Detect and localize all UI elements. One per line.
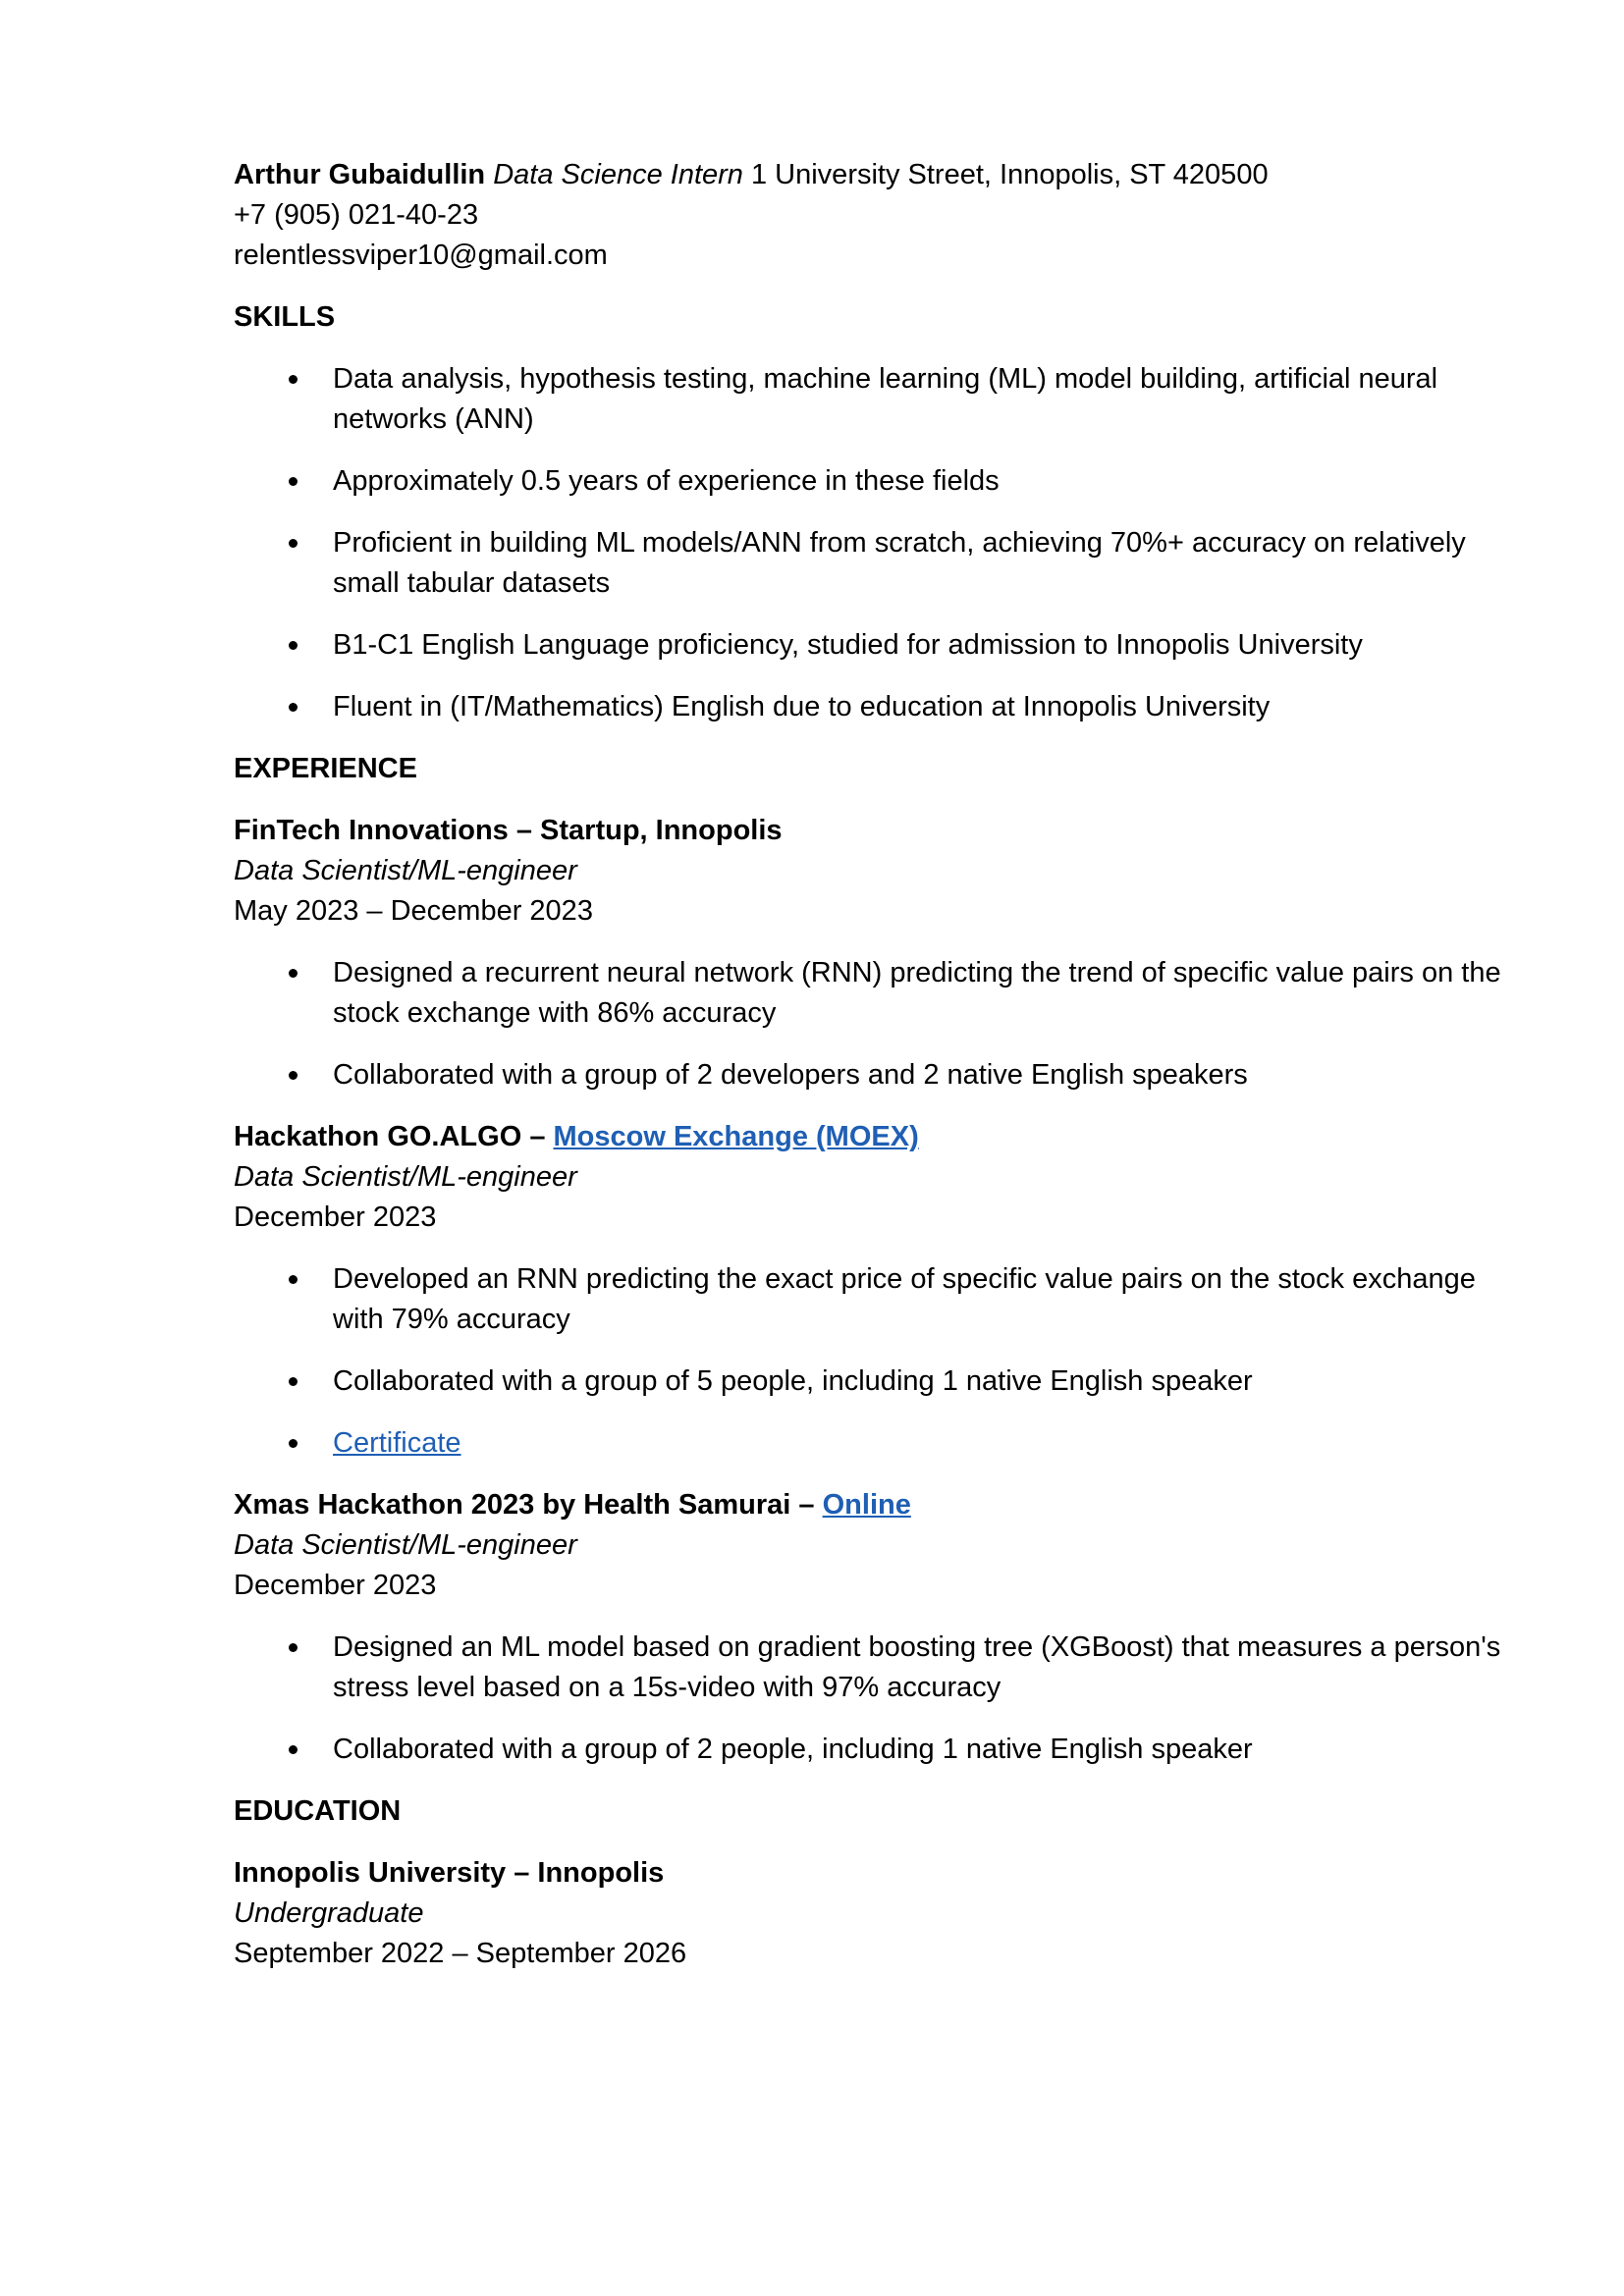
header-line xyxy=(234,155,1510,195)
bullet-icon xyxy=(289,703,298,712)
entry-role: Undergraduate xyxy=(234,1897,424,1929)
entry-dates: December 2023 xyxy=(234,1201,437,1233)
bullet-icon xyxy=(289,375,298,384)
bullet-icon xyxy=(289,969,298,978)
resume-header xyxy=(234,155,1510,276)
candidate-title: Data Science Intern xyxy=(493,159,743,190)
resume-page xyxy=(234,155,1510,1974)
entry-bullets xyxy=(234,953,1510,1095)
skills-item: Data analysis, hypothesis testing, machine learning (ML) model building, artificial neural networks (ANN) xyxy=(234,359,1511,440)
entry-bullet: Designed a recurrent neural network (RNN) predicting the trend of specific value pairs on the stock exchange with 86% accuracy xyxy=(234,953,1511,1034)
certificate-link[interactable]: Certificate xyxy=(333,1427,461,1459)
entry-bullet: Designed an ML model based on gradient boosting tree (XGBoost) that measures a person's stress level based on a 15s-video with 97% accuracy xyxy=(234,1628,1511,1708)
bullet-icon xyxy=(289,1071,298,1080)
bullet-icon xyxy=(289,1643,298,1652)
entry-bullet: Collaborated with a group of 2 developers and 2 native English speakers xyxy=(234,1055,1511,1095)
entry-bullet: Developed an RNN predicting the exact price of specific value pairs on the stock exchange with 79% accuracy xyxy=(234,1259,1511,1340)
entry-role: Data Scientist/ML-engineer xyxy=(234,1529,577,1561)
online-link[interactable]: Online xyxy=(822,1489,911,1521)
skills-list xyxy=(234,359,1510,727)
entry-title: Xmas Hackathon 2023 by Health Samurai – Online xyxy=(234,1489,911,1521)
experience-entry-fintech xyxy=(234,811,1510,1095)
skills-item: Approximately 0.5 years of experience in these fields xyxy=(234,461,1511,502)
entry-bullets xyxy=(234,1259,1510,1464)
entry-dates: May 2023 – December 2023 xyxy=(234,895,593,927)
experience-entry-goalgo xyxy=(234,1117,1510,1464)
bullet-icon xyxy=(289,641,298,650)
candidate-name: Arthur Gubaidullin xyxy=(234,159,486,190)
entry-title: Innopolis University – Innopolis xyxy=(234,1857,665,1889)
skills-heading: SKILLS xyxy=(234,301,336,333)
bullet-icon xyxy=(289,1275,298,1284)
candidate-address: 1 University Street, Innopolis, ST 420500 xyxy=(750,159,1269,190)
candidate-email: relentlessviper10@gmail.com xyxy=(234,240,608,271)
skills-item: Proficient in building ML models/ANN from scratch, achieving 70%+ accuracy on relatively small tabular datasets xyxy=(234,523,1511,604)
entry-role: Data Scientist/ML-engineer xyxy=(234,1161,577,1193)
moex-link[interactable]: Moscow Exchange (MOEX) xyxy=(553,1121,919,1152)
bullet-icon xyxy=(289,1745,298,1754)
entry-title: Hackathon GO.ALGO – Moscow Exchange (MOEX) xyxy=(234,1121,919,1152)
bullet-icon xyxy=(289,1439,298,1448)
bullet-icon xyxy=(289,477,298,486)
candidate-phone: +7 (905) 021-40-23 xyxy=(234,199,479,231)
entry-bullet: Collaborated with a group of 5 people, including 1 native English speaker xyxy=(234,1362,1511,1402)
experience-entry-xmas-hackathon xyxy=(234,1485,1510,1770)
education-heading: EDUCATION xyxy=(234,1795,402,1827)
education-entry-innopolis xyxy=(234,1853,1510,1974)
entry-dates: December 2023 xyxy=(234,1570,437,1601)
entry-role: Data Scientist/ML-engineer xyxy=(234,855,577,886)
bullet-icon xyxy=(289,1377,298,1386)
bullet-icon xyxy=(289,539,298,548)
entry-dates: September 2022 – September 2026 xyxy=(234,1938,687,1969)
skills-item: Fluent in (IT/Mathematics) English due to education at Innopolis University xyxy=(234,687,1511,727)
entry-title: FinTech Innovations – Startup, Innopolis xyxy=(234,815,783,846)
entry-bullet: Collaborated with a group of 2 people, including 1 native English speaker xyxy=(234,1730,1511,1770)
skills-item: B1-C1 English Language proficiency, studied for admission to Innopolis University xyxy=(234,625,1511,666)
entry-bullets xyxy=(234,1628,1510,1770)
experience-heading: EXPERIENCE xyxy=(234,753,417,784)
entry-bullet xyxy=(234,1423,1511,1464)
